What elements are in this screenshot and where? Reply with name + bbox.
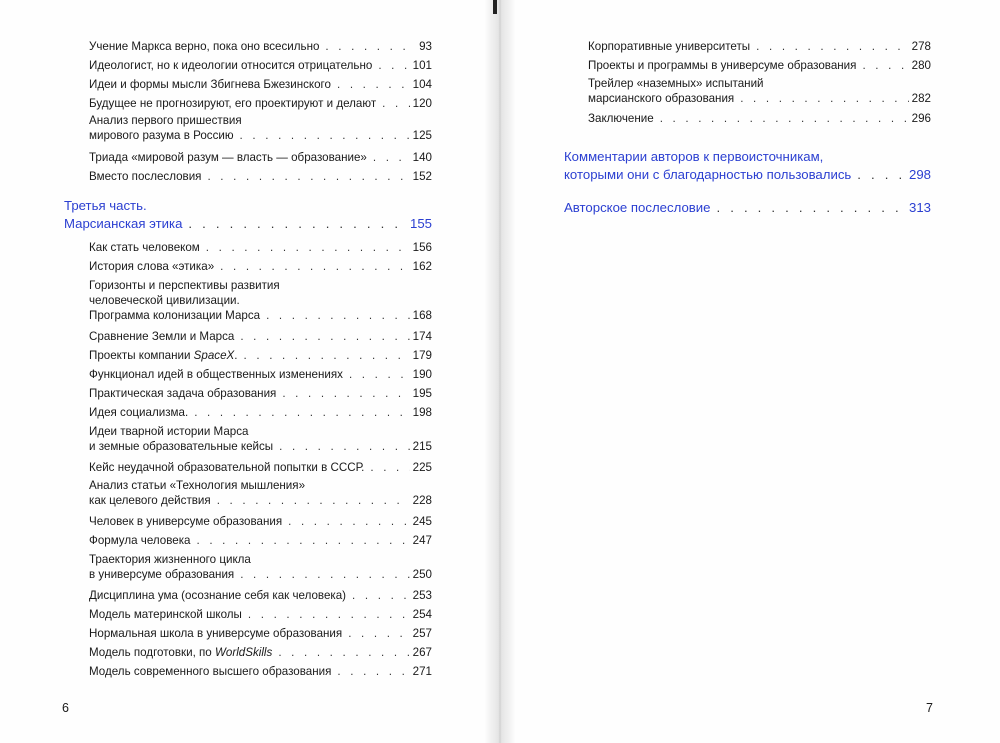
entry-title: и земные образовательные кейсы [89,440,274,453]
toc-entry[interactable] [89,645,432,660]
entry-page: 225 [412,461,432,474]
entry-title-line: Анализ статьи «Технология мышления» [89,479,306,492]
leader-dots [217,493,410,508]
entry-page: 156 [412,241,432,254]
toc-entry[interactable] [89,533,432,548]
entry-title: Функционал идей в общественных изменениях [89,368,343,381]
toc-entry[interactable] [89,552,432,582]
entry-title: Заключение [588,112,654,125]
leader-dots [248,607,410,622]
entry-title: Вместо послесловия [89,170,202,183]
entry-page: 93 [419,40,432,53]
leader-dots [756,39,909,54]
toc-entry[interactable] [588,39,931,54]
toc-entry[interactable] [89,240,432,255]
toc-entry[interactable] [89,588,432,603]
entry-page: 250 [412,568,432,581]
leader-dots [244,348,410,363]
leader-dots [206,240,410,255]
entry-title-line: Анализ первого пришествия [89,114,242,127]
entry-title: Учение Маркса верно, пока оно всесильно [89,40,320,53]
entry-page: 125 [412,129,432,142]
entry-title-line: Траектория жизненного цикла [89,553,251,566]
toc-entry[interactable] [89,169,432,184]
leader-dots [337,77,410,92]
section-heading-part-three[interactable] [64,197,432,233]
leader-dots [282,386,409,401]
entry-title-italic: WorldSkills [214,646,273,659]
entry-title: Корпоративные университеты [588,40,751,53]
leader-dots [370,460,409,475]
section-title: Марсианская этика [64,216,183,231]
entry-page: 190 [412,368,432,381]
page-number-right: 7 [926,701,933,715]
entry-title: Человек в универсуме образования [89,515,283,528]
section-page: 298 [908,167,931,182]
entry-title: Модель современного высшего образования [89,665,332,678]
leader-dots [240,567,409,582]
leader-dots [240,329,409,344]
entry-title: марсианского образования [588,92,735,105]
leader-dots [337,664,409,679]
toc-entry[interactable] [89,386,432,401]
leader-dots [207,169,409,184]
entry-title: Модель материнской школы [89,608,242,621]
toc-entry[interactable] [89,278,432,323]
entry-page: 198 [412,406,432,419]
entry-page: 282 [911,92,931,105]
entry-title [89,645,272,660]
entry-page: 267 [412,646,432,659]
leader-dots [660,111,909,126]
section-page: 155 [409,216,432,231]
leader-dots [349,367,410,382]
section-title: Авторское послесловие [564,200,711,215]
entry-title-line: человеческой цивилизации. [89,294,240,307]
toc-entry[interactable] [89,39,432,54]
toc-entry[interactable] [89,259,432,274]
toc-entry[interactable] [588,58,931,73]
toc-entry[interactable] [89,478,432,508]
entry-page: 140 [412,151,432,164]
entry-page: 271 [412,665,432,678]
toc-entry[interactable] [89,77,432,92]
entry-page: 257 [412,627,432,640]
entry-page: 247 [412,534,432,547]
toc-entry[interactable] [89,514,432,529]
toc-entry[interactable] [89,607,432,622]
leader-dots [325,39,416,54]
entry-page: 215 [412,440,432,453]
toc-entry[interactable] [89,96,432,111]
entry-page: 162 [412,260,432,273]
entry-title-line: Идеи тварной истории Марса [89,425,249,438]
entry-title: Сравнение Земли и Марса [89,330,235,343]
leader-dots [197,533,410,548]
leader-dots [378,58,409,73]
section-heading-commentaries[interactable] [564,148,931,184]
leader-dots [717,199,906,217]
section-title: которыми они с благодарностью пользовались [564,167,852,182]
entry-page: 174 [412,330,432,343]
entry-title-line: Трейлер «наземных» испытаний [588,77,764,90]
entry-title: Идея социализма. [89,406,189,419]
entry-title [89,348,238,363]
toc-entry[interactable] [588,111,931,126]
entry-title: Как стать человеком [89,241,200,254]
entry-title: Дисциплина ума (осознание себя как человека) [89,589,347,602]
entry-title: История слова «этика» [89,260,215,273]
entry-title: Будущее не прогнозируют, его проектируют и делают [89,97,377,110]
toc-entry[interactable] [89,348,432,363]
entry-page: 168 [412,309,432,322]
entry-title-prefix: Проекты компании [89,349,194,362]
leader-dots [279,439,410,454]
entry-title-suffix: . [234,349,238,362]
spine-mark [493,0,497,14]
leader-dots [278,645,409,660]
entry-title: Практическая задача образования [89,387,277,400]
section-heading-line: Третья часть. [64,198,147,213]
toc-entry[interactable] [89,626,432,641]
entry-title: в универсуме образования [89,568,235,581]
entry-page: 253 [412,589,432,602]
entry-page: 179 [412,349,432,362]
entry-title: Нормальная школа в универсуме образования [89,627,343,640]
toc-entry[interactable] [89,460,432,475]
entry-title: Триада «мировой разум — власть — образование» [89,151,367,164]
section-heading-afterword[interactable] [564,199,931,217]
entry-page: 278 [911,40,931,53]
leader-dots [857,166,906,184]
entry-page: 101 [412,59,432,72]
entry-title: Кейс неудачной образовательной попытки в СССР. [89,461,365,474]
toc-entry[interactable] [89,329,432,344]
entry-title: Проекты и программы в универсуме образования [588,59,857,72]
entry-title: Идеи и формы мысли Збигнева Бжезинского [89,78,331,91]
leader-dots [220,259,410,274]
leader-dots [240,128,410,143]
entry-page: 245 [412,515,432,528]
toc-entry[interactable] [89,405,432,420]
leader-dots [862,58,908,73]
entry-page: 152 [412,170,432,183]
leader-dots [266,308,410,323]
toc-entry[interactable] [89,664,432,679]
leader-dots [188,215,407,233]
section-page: 313 [908,200,931,215]
toc-entry[interactable] [89,58,432,73]
entry-title: Формула человека [89,534,191,547]
section-heading-line: Комментарии авторов к первоисточникам, [564,149,824,164]
leader-dots [194,405,409,420]
entry-page: 195 [412,387,432,400]
toc-entry[interactable] [588,76,931,106]
entry-title: мирового разума в Россию [89,129,234,142]
toc-entry[interactable] [89,424,432,454]
leader-dots [373,150,410,165]
entry-title: Программа колонизации Марса [89,309,261,322]
entry-title: Идеологист, но к идеологии относится отрицательно [89,59,373,72]
book-gutter [484,0,516,743]
entry-title: как целевого действия [89,494,211,507]
leader-dots [740,91,908,106]
toc-entry[interactable] [89,367,432,382]
leader-dots [348,626,409,641]
entry-page: 296 [911,112,931,125]
leader-dots [352,588,410,603]
entry-title-line: Горизонты и перспективы развития [89,279,280,292]
leader-dots [382,96,410,111]
leader-dots [288,514,410,529]
entry-page: 104 [412,78,432,91]
entry-page: 228 [412,494,432,507]
entry-title-prefix: Модель подготовки, по [89,646,215,659]
toc-entry[interactable] [89,113,432,143]
toc-entry[interactable] [89,150,432,165]
page-number-left: 6 [62,701,69,715]
entry-page: 280 [911,59,931,72]
entry-title-italic: SpaceX [193,349,235,362]
entry-page: 120 [412,97,432,110]
entry-page: 254 [412,608,432,621]
